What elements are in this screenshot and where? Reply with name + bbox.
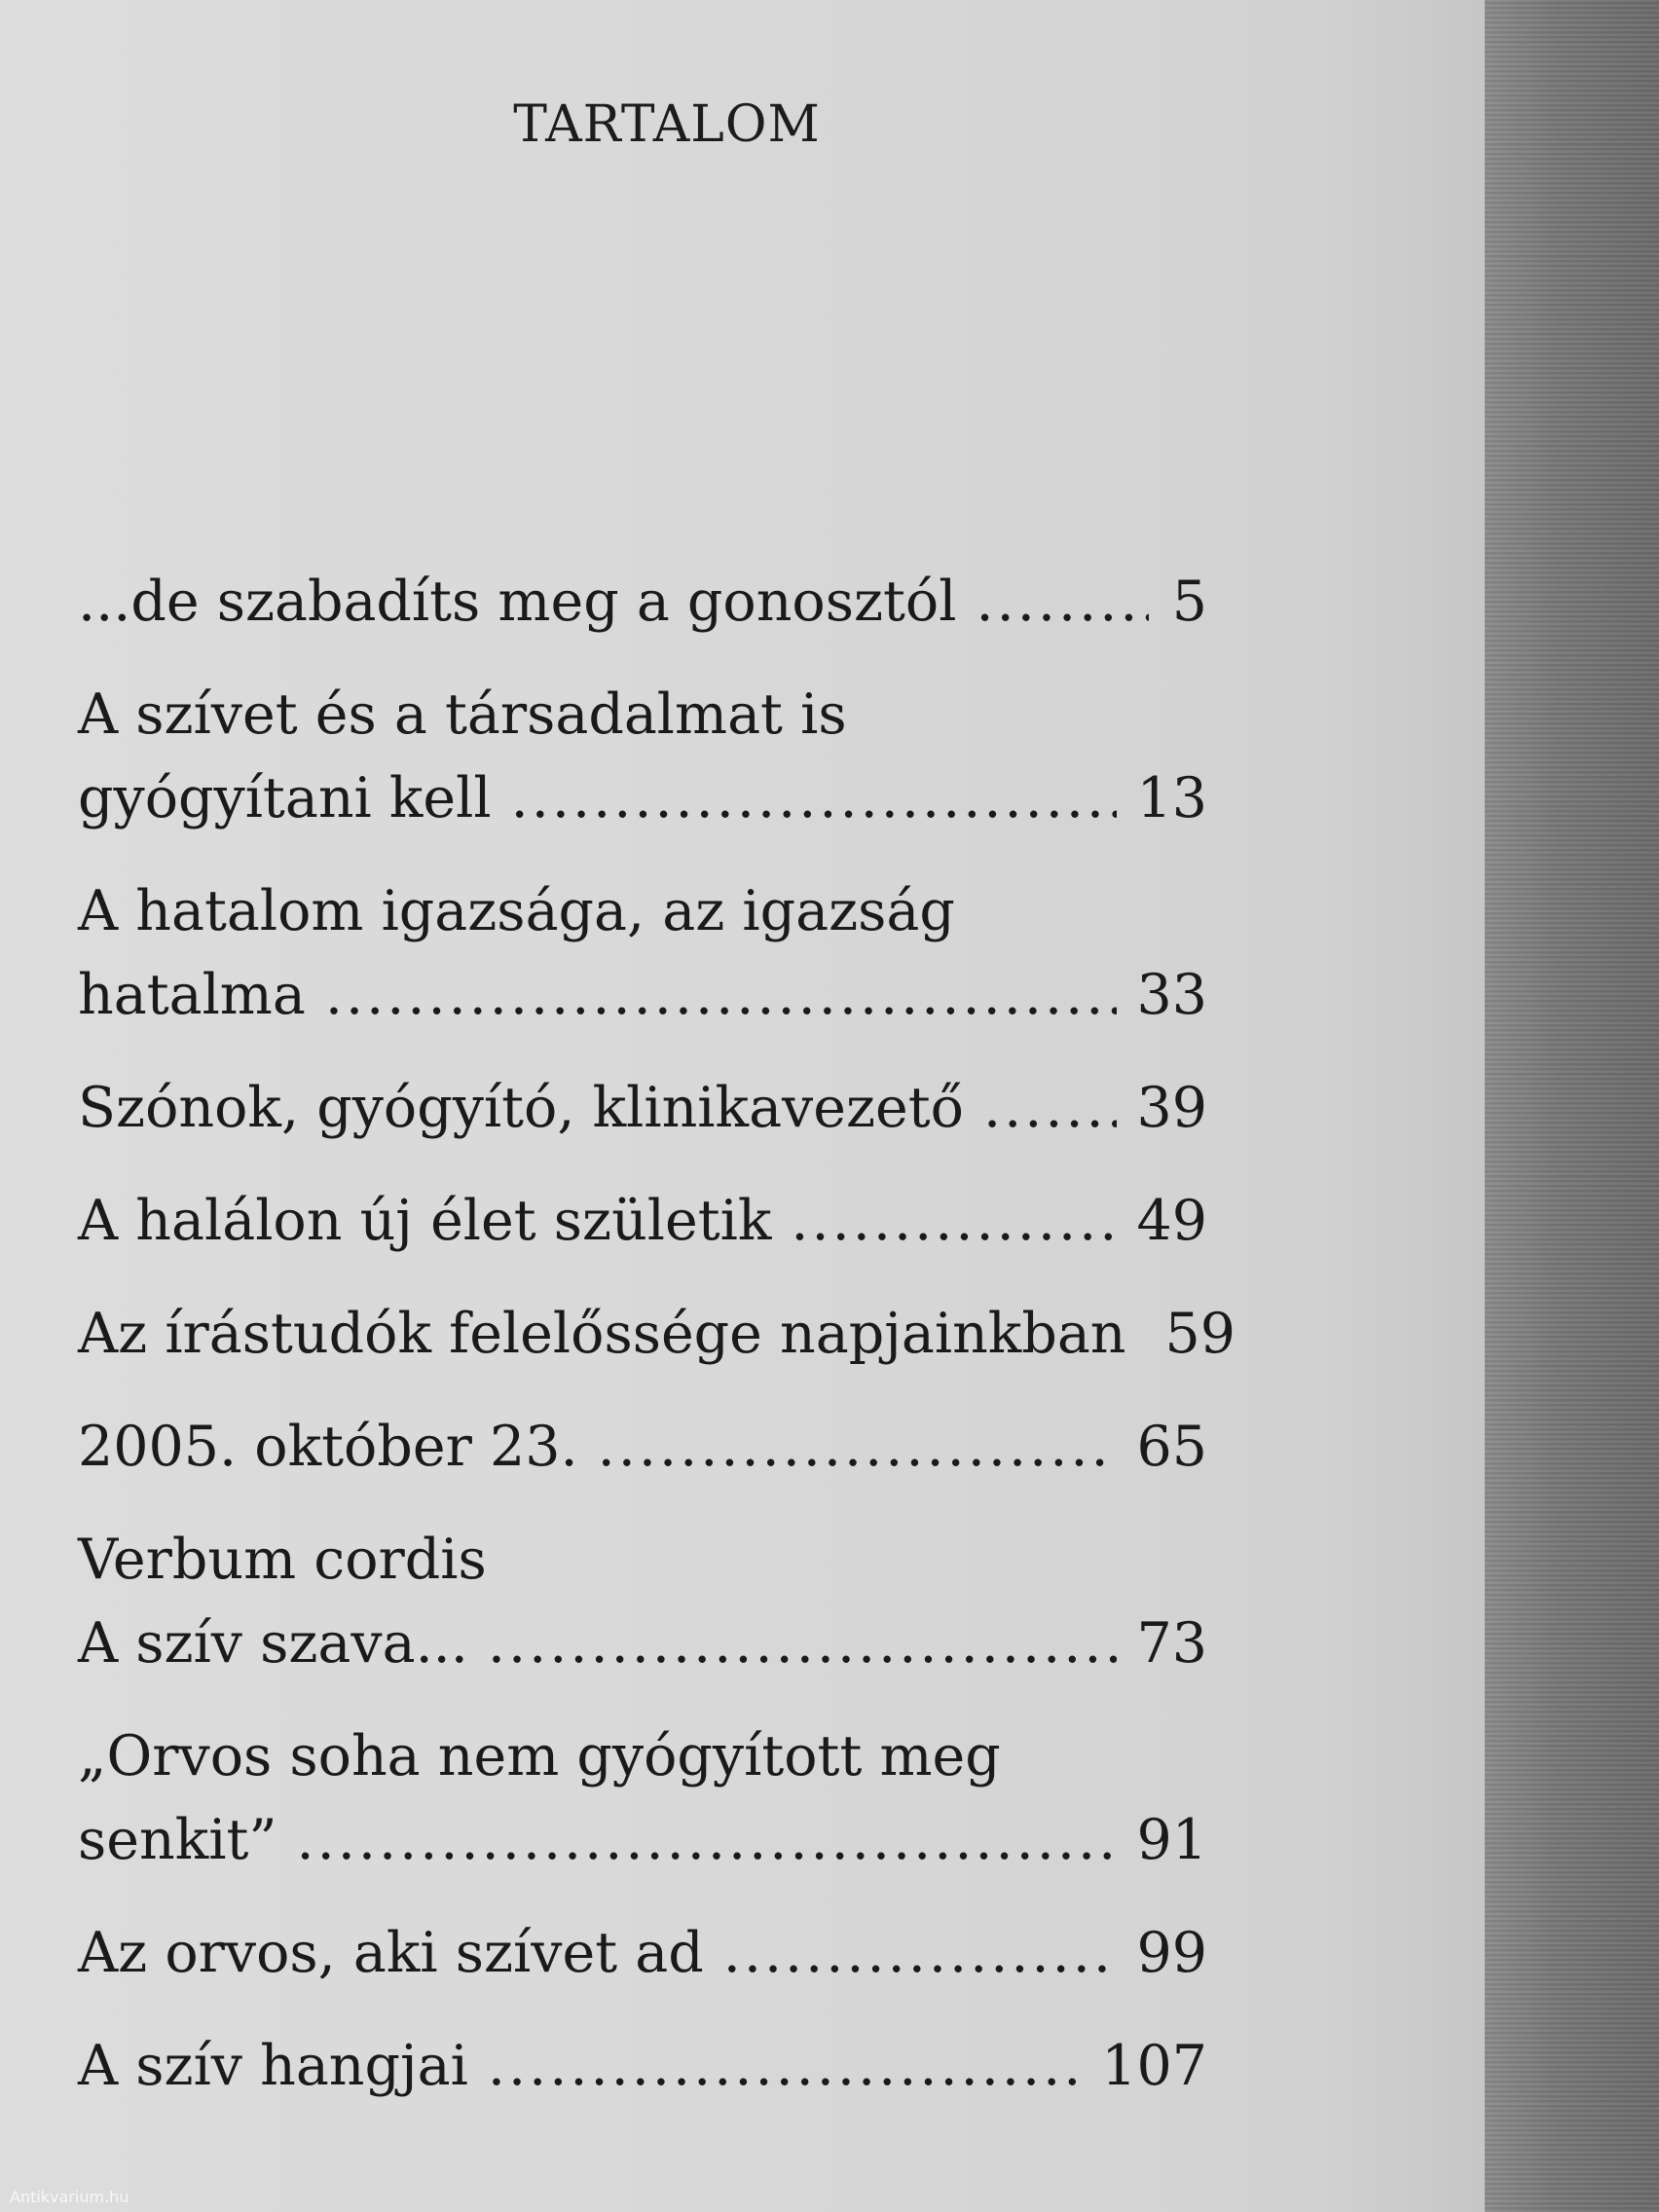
page-number: 107	[1101, 2034, 1207, 2098]
toc-entry	[78, 673, 1207, 840]
watermark-text: Antikvarium.hu	[10, 2188, 129, 2206]
page-number: 99	[1136, 1921, 1207, 1985]
page-number: 33	[1136, 963, 1207, 1027]
entry-title: Szónok, gyógyító, klinikavezető	[78, 1076, 964, 1140]
entry-title: 2005. október 23.	[78, 1415, 578, 1479]
dot-leader	[511, 756, 1118, 840]
toc-entry	[78, 1179, 1207, 1263]
page-stack-edge	[1485, 0, 1659, 2212]
entry-title-line-1: A szívet és a társadalmat is	[78, 682, 847, 747]
page-number: 73	[1136, 1611, 1207, 1676]
toc-entry	[78, 1518, 1207, 1685]
dot-leader	[325, 953, 1118, 1037]
entry-title: ...de szabadíts meg a gonosztól	[78, 570, 957, 634]
toc-entry	[78, 1911, 1207, 1995]
entry-title: gyógyítani kell	[78, 766, 492, 830]
entry-title: senkit”	[78, 1808, 277, 1872]
dot-leader	[976, 560, 1149, 644]
entry-title: Az írástudók felelőssége napjainkban	[78, 1302, 1126, 1366]
dot-leader	[598, 1405, 1118, 1489]
page-number: 13	[1136, 766, 1207, 830]
toc-entry	[78, 869, 1207, 1037]
dot-leader	[488, 1602, 1118, 1685]
page-number: 49	[1136, 1189, 1207, 1253]
toc-entry	[78, 1066, 1207, 1150]
page-number: 91	[1136, 1808, 1207, 1872]
toc-entry	[78, 2024, 1207, 2108]
entry-title-line-1: A hatalom igazsága, az igazság	[78, 879, 955, 943]
toc-entry	[78, 1405, 1207, 1489]
toc-entry	[78, 560, 1207, 644]
page-title: TARTALOM	[513, 95, 821, 154]
entry-title-line-1: „Orvos soha nem gyógyított meg	[78, 1724, 1001, 1788]
toc-entry	[78, 1292, 1236, 1376]
page-number: 65	[1136, 1415, 1207, 1479]
table-of-contents	[78, 560, 1236, 2137]
page-number: 39	[1136, 1076, 1207, 1140]
entry-title: A szív szava...	[78, 1611, 468, 1676]
entry-title: Az orvos, aki szívet ad	[78, 1921, 704, 1985]
page-number: 59	[1164, 1302, 1236, 1366]
dot-leader	[297, 1798, 1118, 1882]
dot-leader	[488, 2024, 1082, 2108]
dot-leader	[791, 1179, 1117, 1263]
entry-title-line-1: Verbum cordis	[78, 1528, 487, 1592]
dot-leader	[723, 1911, 1118, 1995]
entry-title: hatalma	[78, 963, 306, 1027]
entry-title: A halálon új élet születik	[78, 1189, 772, 1253]
toc-entry	[78, 1714, 1207, 1882]
page-number: 5	[1171, 570, 1207, 634]
entry-title: A szív hangjai	[78, 2034, 468, 2098]
dot-leader	[983, 1066, 1118, 1150]
